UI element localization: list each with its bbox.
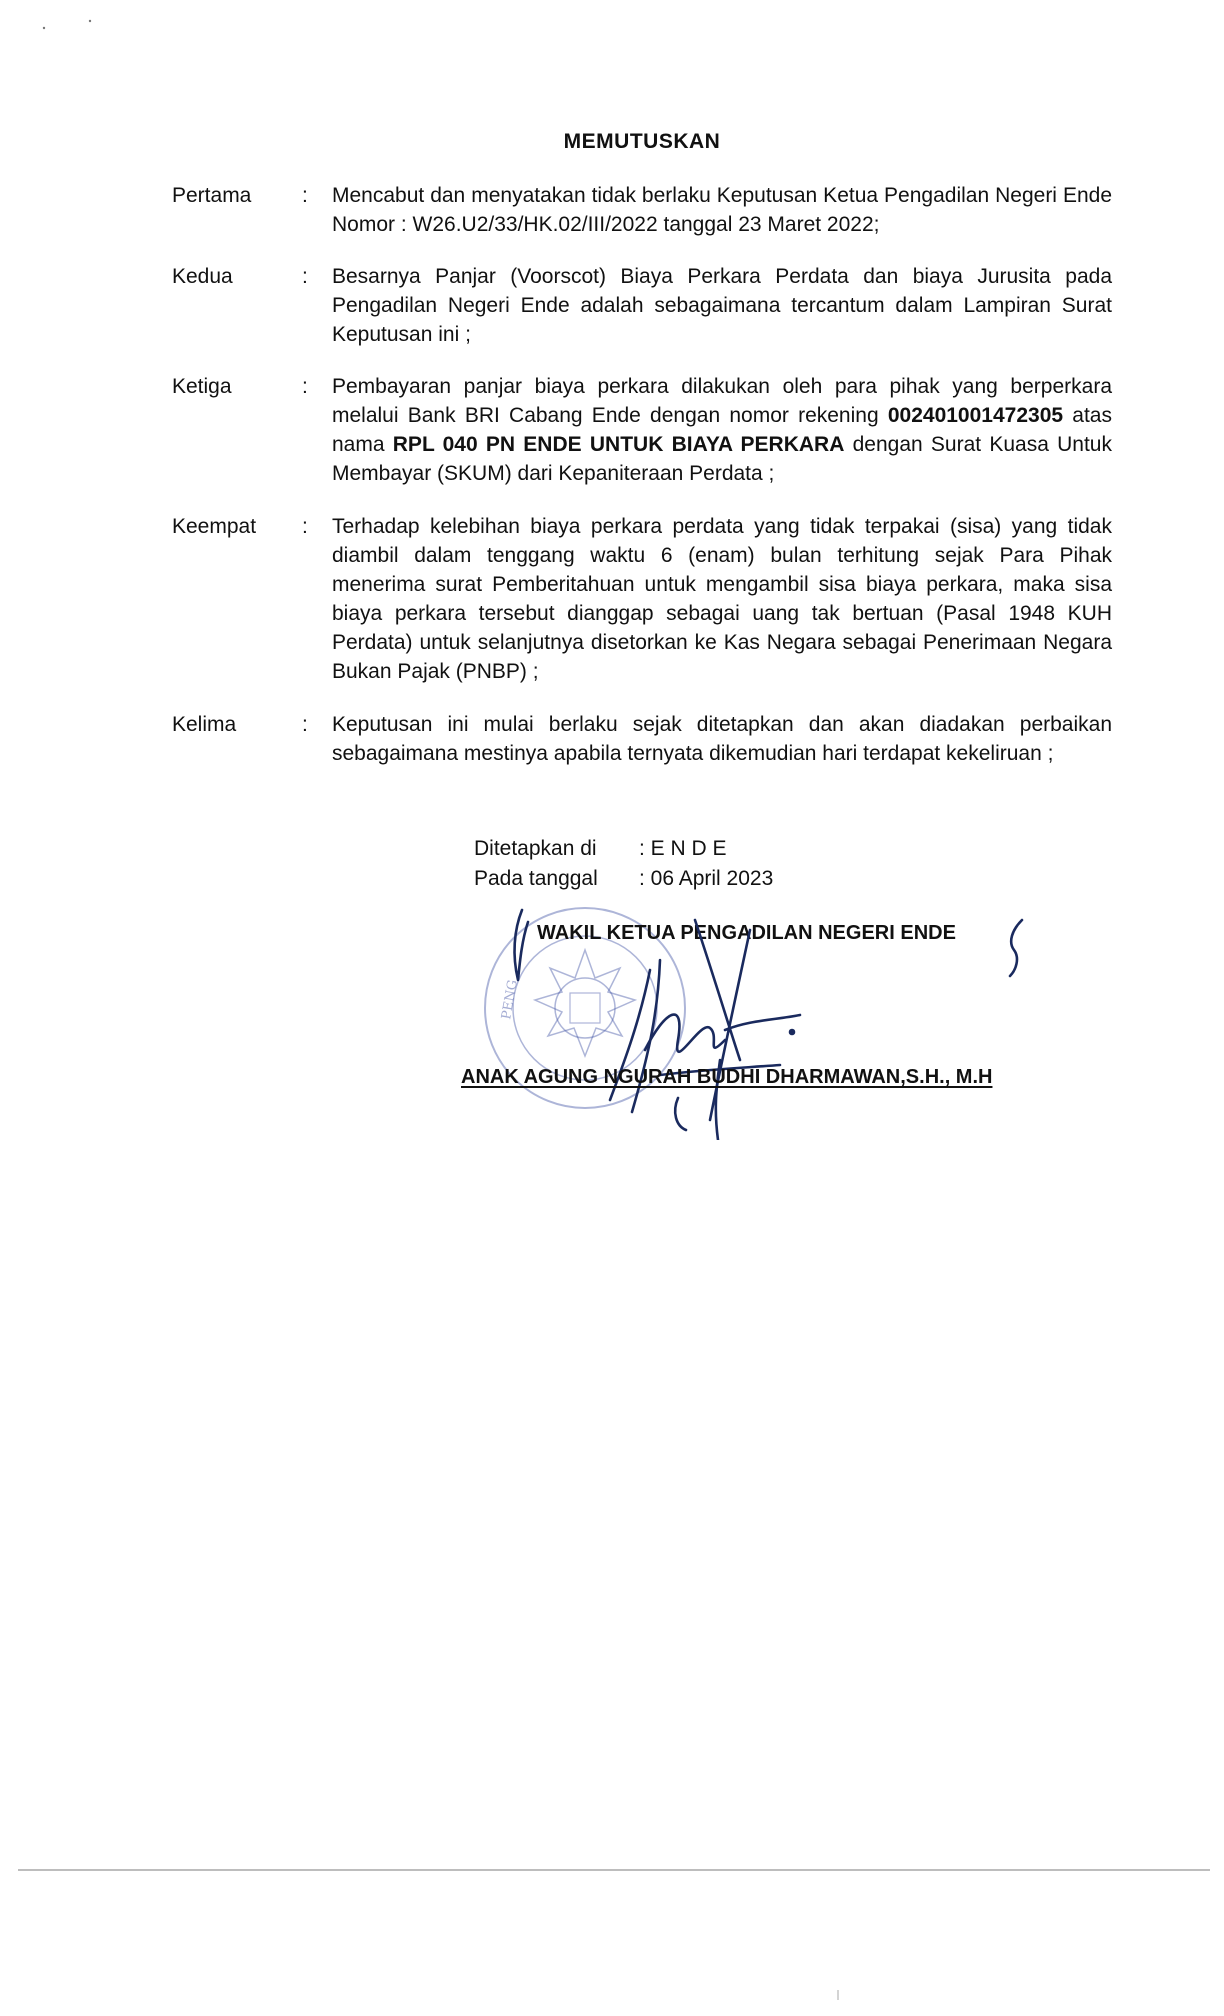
clause-colon: : bbox=[302, 515, 308, 538]
clause-text: Keputusan ini mulai berlaku sejak ditetapkan dan akan diadakan perbaikan sebagaimana mestinya apabila ternyata dikemudian hari terdapat kekeliruan ; bbox=[332, 713, 1112, 765]
enactment-date-value: : 06 April 2023 bbox=[639, 867, 774, 890]
clause-keempat bbox=[172, 512, 1112, 686]
clause-label: Kedua bbox=[172, 265, 233, 288]
signatory-name: ANAK AGUNG NGURAH BUDHI DHARMAWAN,S.H., M.H bbox=[461, 1066, 993, 1088]
clause-label: Keempat bbox=[172, 515, 257, 538]
clause-text: Besarnya Panjar (Voorscot) Biaya Perkara Perdata dan biaya Jurusita pada Pengadilan Negeri Ende adalah sebagaimana tercantum dalam Lampiran Surat Keputusan ini ; bbox=[332, 265, 1112, 346]
clause-text bbox=[332, 372, 1112, 488]
clause-ketiga bbox=[172, 372, 1112, 488]
clause-kelima bbox=[172, 710, 1112, 768]
clause-colon: : bbox=[302, 713, 308, 736]
enactment-block bbox=[474, 834, 773, 894]
clause-colon: : bbox=[302, 265, 308, 288]
enactment-place-row bbox=[474, 834, 773, 864]
clause-label: Pertama bbox=[172, 184, 252, 207]
signatory-title: WAKIL KETUA PENGADILAN NEGERI ENDE bbox=[537, 922, 956, 944]
clause-kedua bbox=[172, 262, 1112, 349]
clause-text: Terhadap kelebihan biaya perkara perdata yang tidak terpakai (sisa) yang tidak diambil dalam tenggang waktu 6 (enam) bulan terhitung sejak Para Pihak menerima surat Pemberitahuan untuk mengambil sisa biaya perkara, maka sisa biaya perkara tersebut dianggap sebagai uang tak bertuan (Pasal 1948 KUH Perdata) untuk selanjutnya disetorkan ke Kas Negara sebagai Penerimaan Negara Bukan Pajak (PNBP) ; bbox=[332, 515, 1112, 683]
clause-text: Mencabut dan menyatakan tidak berlaku Keputusan Ketua Pengadilan Negeri Ende Nomor : W26.U2/33/HK.02/III/2022 tanggal 23 Maret 2022; bbox=[332, 184, 1112, 236]
clause-colon: : bbox=[302, 184, 308, 207]
footer-divider bbox=[18, 1869, 1210, 1871]
clause-pertama bbox=[172, 181, 1112, 239]
svg-text:PENG: PENG bbox=[499, 978, 521, 1021]
clause-label: Ketiga bbox=[172, 375, 232, 398]
account-number: 002401001472305 bbox=[887, 404, 1064, 427]
clause-text-part: atas nama bbox=[332, 404, 1112, 456]
enactment-place-value: : E N D E bbox=[639, 837, 727, 860]
handwritten-signature bbox=[500, 900, 1060, 1140]
clause-colon: : bbox=[302, 375, 308, 398]
clause-label: Kelima bbox=[172, 713, 237, 736]
clause-text-part: Pembayaran panjar biaya perkara dilakukan oleh para pihak yang berperkara melalui Bank BRI Cabang Ende dengan nomor rekening bbox=[332, 375, 1112, 427]
account-name: RPL 040 PN ENDE UNTUK BIAYA PERKARA bbox=[392, 433, 845, 456]
enactment-date-label: Pada tanggal bbox=[474, 867, 598, 890]
page-title: MEMUTUSKAN bbox=[563, 130, 721, 153]
enactment-place-label: Ditetapkan di bbox=[474, 837, 597, 860]
clause-text-part: dengan Surat Kuasa Untuk Membayar (SKUM) dari Kepaniteraan Perdata ; bbox=[332, 433, 1112, 485]
